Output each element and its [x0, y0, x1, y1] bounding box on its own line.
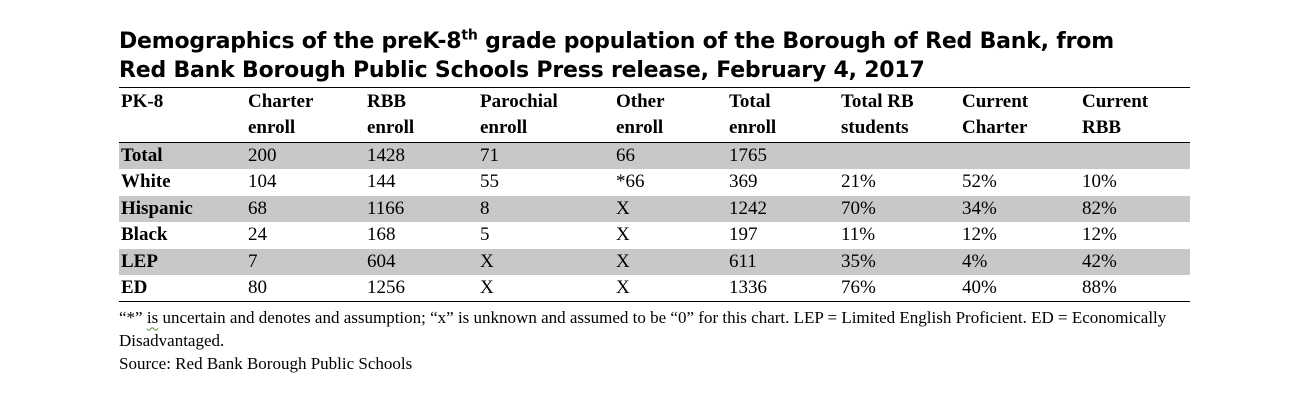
- table-cell: 11%: [841, 224, 876, 246]
- table-cell: 12%: [1082, 224, 1117, 246]
- table-cell: 34%: [960, 196, 1080, 222]
- table-row: [119, 143, 1190, 170]
- column-header: [365, 88, 478, 143]
- table-cell: 76%: [841, 277, 876, 299]
- table-row: [119, 249, 1190, 275]
- column-header-line2: enroll: [248, 117, 296, 138]
- row-label: LEP: [119, 249, 246, 275]
- table-cell: 1428: [365, 143, 478, 170]
- table-cell: [1080, 143, 1190, 170]
- footnote-spellcheck-word: is: [146, 308, 159, 328]
- title-line2: Red Bank Borough Public Schools Press release, February 4, 2017: [119, 58, 925, 83]
- column-header-line2: enroll: [480, 117, 528, 138]
- table-cell: 52%: [962, 171, 997, 193]
- table-notes: [119, 306, 1179, 375]
- column-header-line2: enroll: [367, 117, 415, 138]
- table-cell: [960, 143, 1080, 170]
- title-superscript: th: [461, 27, 478, 44]
- table-cell: 35%: [839, 249, 960, 275]
- column-header: [839, 88, 960, 143]
- column-header-line1: Total: [729, 91, 771, 112]
- column-header-line2: enroll: [729, 117, 777, 138]
- table-header-row: [119, 88, 1190, 143]
- table-cell: X: [616, 224, 630, 246]
- table-cell: 1166: [365, 196, 478, 222]
- column-header: [478, 88, 614, 143]
- column-header-line1: Current: [1082, 91, 1149, 112]
- table-cell: 66: [614, 143, 727, 170]
- column-header-line1: Charter: [248, 91, 314, 112]
- row-label: Total: [119, 143, 246, 170]
- column-header-line2: enroll: [616, 117, 664, 138]
- column-header-line2: students: [841, 117, 909, 138]
- table-cell: 197: [729, 224, 758, 246]
- row-label: White: [121, 171, 171, 193]
- table-cell: 369: [729, 171, 758, 193]
- demographics-table: [119, 87, 1190, 302]
- table-cell: 21%: [841, 171, 876, 193]
- table-cell: 80: [248, 277, 267, 299]
- table-cell: 71: [478, 143, 614, 170]
- column-header-line1: PK-8: [121, 91, 164, 112]
- table-row: [119, 196, 1190, 222]
- table-cell: X: [614, 196, 727, 222]
- table-cell: 4%: [960, 249, 1080, 275]
- table-cell: 40%: [962, 277, 997, 299]
- column-header: [119, 88, 246, 143]
- column-header-line1: Other: [616, 91, 665, 112]
- column-header: [614, 88, 727, 143]
- table-cell: 1765: [727, 143, 839, 170]
- table-cell: *66: [616, 171, 645, 193]
- table-cell: 168: [367, 224, 396, 246]
- table-cell: X: [614, 249, 727, 275]
- footnote-pre: “*”: [119, 308, 147, 328]
- row-label: ED: [121, 277, 148, 299]
- table-cell: 55: [480, 171, 499, 193]
- table-row: [119, 275, 1190, 302]
- table-cell: 1336: [729, 277, 767, 299]
- table-cell: X: [616, 277, 630, 299]
- table-row: [119, 222, 1190, 248]
- table-cell: 1242: [727, 196, 839, 222]
- table-cell: 144: [367, 171, 396, 193]
- table-cell: [839, 143, 960, 170]
- column-header: [960, 88, 1080, 143]
- table-row: [119, 169, 1190, 195]
- column-header: [246, 88, 365, 143]
- footnote: [119, 306, 1179, 352]
- table-cell: 611: [727, 249, 839, 275]
- table-cell: X: [480, 277, 494, 299]
- table-cell: 1256: [367, 277, 405, 299]
- table-cell: 12%: [962, 224, 997, 246]
- table-body: [119, 143, 1190, 302]
- column-header-line2: Charter: [962, 117, 1028, 138]
- row-label: Hispanic: [119, 196, 246, 222]
- table-cell: X: [478, 249, 614, 275]
- column-header-line1: RBB: [367, 91, 407, 112]
- row-label: Black: [121, 224, 168, 246]
- table-cell: 7: [246, 249, 365, 275]
- title-line1-post: grade population of the Borough of Red Bank, from: [477, 29, 1114, 54]
- document: [119, 27, 1190, 375]
- table-cell: 68: [246, 196, 365, 222]
- column-header: [727, 88, 839, 143]
- table-cell: 82%: [1080, 196, 1190, 222]
- table-cell: 10%: [1082, 171, 1117, 193]
- column-header-line1: Total RB: [841, 91, 914, 112]
- table-cell: 42%: [1080, 249, 1190, 275]
- source-note: Source: Red Bank Borough Public Schools: [119, 354, 413, 374]
- title-line1-pre: Demographics of the preK-8: [119, 29, 462, 54]
- table-cell: 88%: [1082, 277, 1117, 299]
- table-cell: 5: [480, 224, 490, 246]
- table-cell: 604: [365, 249, 478, 275]
- table-cell: 24: [248, 224, 267, 246]
- column-header-line2: RBB: [1082, 117, 1122, 138]
- footnote-post: uncertain and denotes and assumption; “x” is unknown and assumed to be “0” for this chart. LEP = Limited English Proficient. ED = Economically Disadvantaged.: [119, 308, 1167, 351]
- column-header: [1080, 88, 1190, 143]
- table-cell: 200: [246, 143, 365, 170]
- table-cell: 104: [248, 171, 277, 193]
- column-header-line1: Current: [962, 91, 1029, 112]
- table-cell: 8: [478, 196, 614, 222]
- table-cell: 70%: [839, 196, 960, 222]
- document-title: [119, 27, 1190, 85]
- column-header-line1: Parochial: [480, 91, 558, 112]
